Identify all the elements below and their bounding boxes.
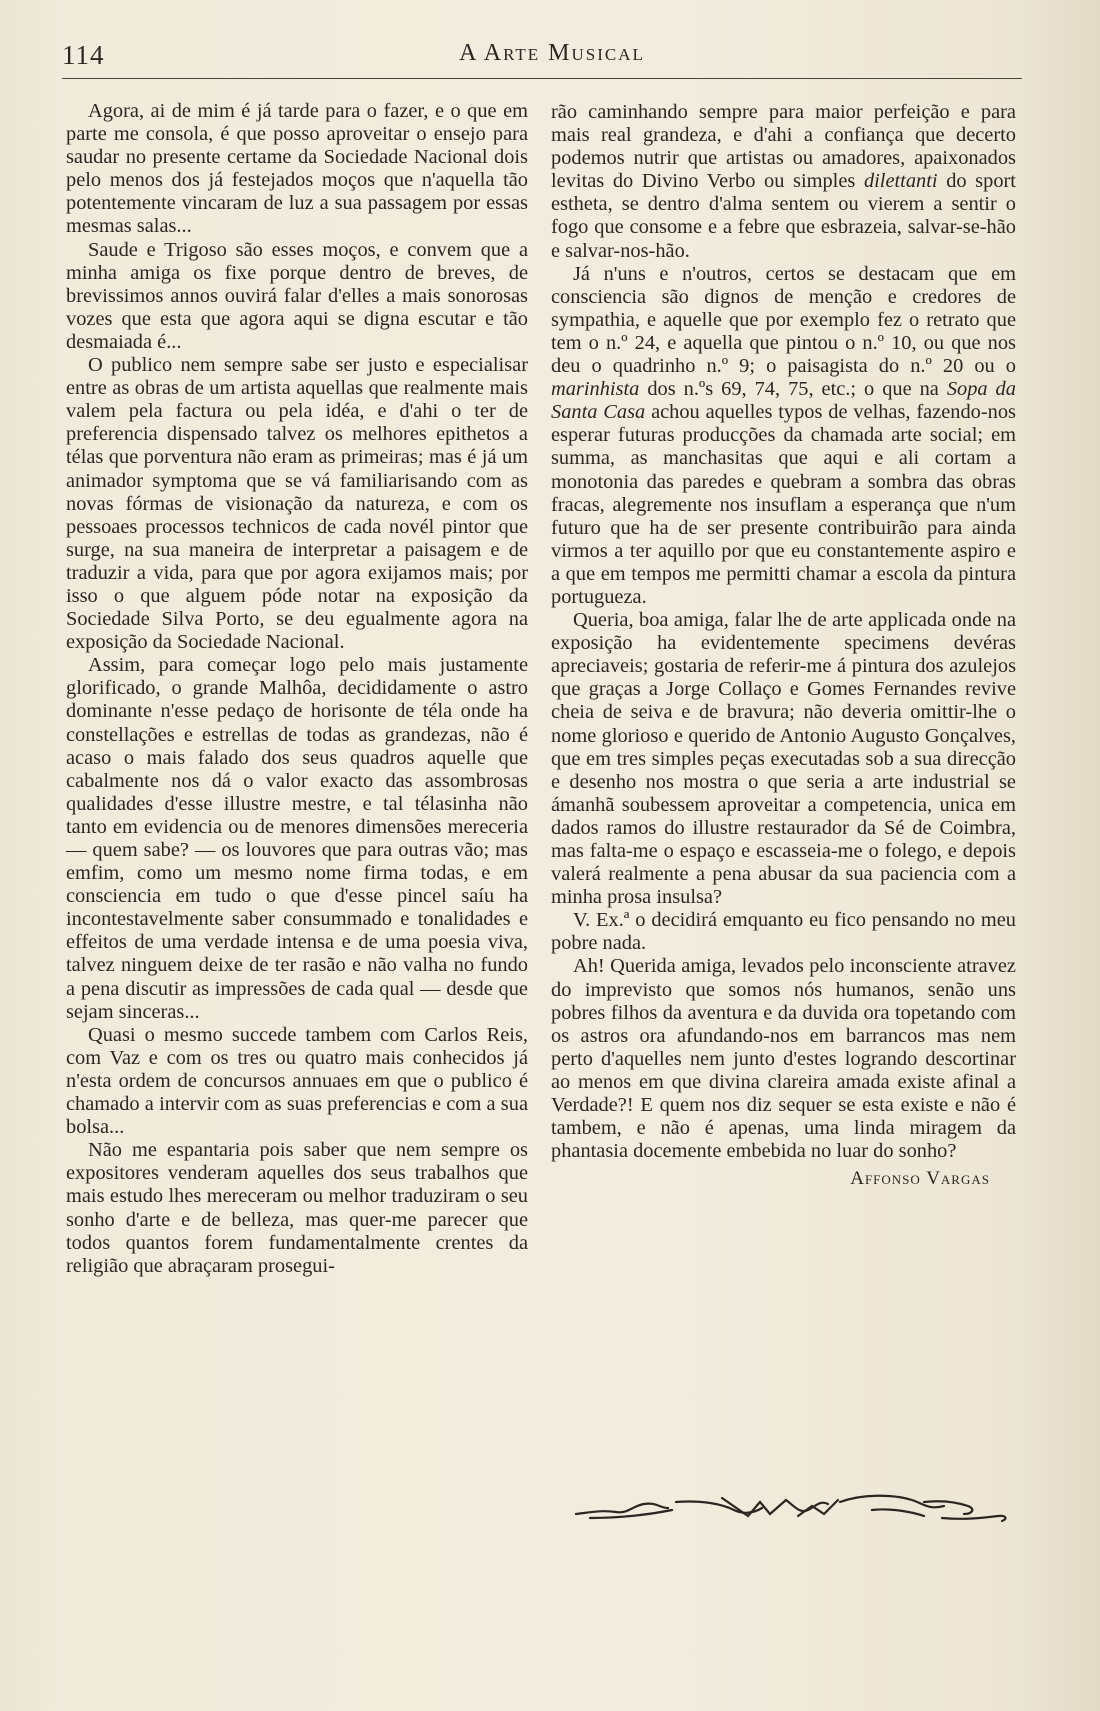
paragraph: V. Ex.ª o decidirá emquanto eu fico pensando no meu pobre nada. (551, 909, 1016, 955)
right-column (551, 101, 1016, 1190)
paragraph (551, 263, 1016, 609)
paragraph: Não me espantaria pois saber que nem sempre os expositores venderam aquelles dos seus trabalhos que mais estudo lhes mereceram ou melhor traduziram o seu sonho d'arte e de belleza, mas quer-me parecer que todos quantos forem fundamentalmente crentes da religião que abraçaram prosegui- (66, 1139, 528, 1277)
paragraph (551, 101, 1016, 263)
paragraph: Queria, boa amiga, falar lhe de arte applicada onde na exposição ha evidentemente specimens devéras apreciaveis; gostaria de referir-me á pintura dos azulejos que graças a Jorge Collaço e Gomes Fernandes revive cheia de seiva e de bravura; não deveria omittir-lhe o nome glorioso e querido de Antonio Augusto Gonçalves, que em tres simples peças executadas sob a sua direcção e desenho nos mostra o que seria a arte industrial se ámanhã soubessem aproveitar a competencia, unica em dados ramos do illustre restaurador da Sé de Coimbra, mas falta-me o espaço e escasseia-me o folego, e depois valerá realmente a pena abusar da sua paciencia com a minha prosa insulsa? (551, 609, 1016, 909)
italic-term: dilettanti (863, 170, 938, 193)
text-run: dos n.ºs 69, 74, 75, etc.; o que na (647, 378, 939, 401)
italic-term: Sopa da Santa Casa (551, 378, 1016, 424)
text-run: rão caminhando sempre para maior perfeição e para mais real grandeza, e d'ahi a confiança que decerto podemos nutrir que artistas ou amadores, apaixonados levitas do Divino Verbo ou simples (551, 101, 1016, 193)
paragraph: Quasi o mesmo succede tambem com Carlos Reis, com Vaz e com os tres ou quatro mais conhecidos já n'esta ordem de concursos annuaes em que o publico é chamado a intervir com as suas preferencias e com a sua bolsa... (66, 1023, 528, 1139)
paragraph: Agora, ai de mim é já tarde para o fazer, e o que em parte me consola, é que posso aproveitar o ensejo para saudar no presente certame da Sociedade Nacional dois pelo menos dos já festejados moços que n'aquella tão potentemente vincaram de luz a sua passagem por essas mesmas salas... (66, 100, 528, 238)
text-run: Já n'uns e n'outros, certos se destacam que em consciencia são dignos de menção e credores de sympathia, e aquelle que por exemplo fez o retrato que tem o n.º 24, e aquella que pintou o n.º 10, ou que nos deu o quadrinho n.º 9; o paisagista do n.º 20 ou o (551, 262, 1016, 378)
decorative-flourish-icon (572, 1488, 1012, 1528)
paragraph: O publico nem sempre sabe ser justo e especialisar entre as obras de um artista aquellas que realmente mais valem pela factura ou pela idéa, e d'ahi o ter de preferencia dispensado talvez os melhores epithetos a télas que porventura não eram as primeiras; mas é já um animador symptoma que se vá familiarisando com as novas fórmas de visionação da natureza, e com os pessoaes processos technicos de cada novél pintor que surge, na sua maneira de interpretar a paisagem e de traduzir a vida, para que por agora exijamos mais; por isso o que alguem póde notar na exposição da Sociedade Silva Porto, se deu egualmente agora na exposição da Sociedade Nacional. (66, 354, 528, 654)
italic-term: marinhista (551, 378, 640, 401)
author-signature: Affonso Vargas (850, 1168, 990, 1190)
paragraph: Ah! Querida amiga, levados pelo inconsciente atravez do imprevisto que somos nós humanos, senão uns pobres filhos da aventura e da duvida ora topetando com os astros ora afundando-nos em barrancos mas nem perto d'aquelles nem junto d'estes logrando descortinar ao menos em que divina clareira amada existe afinal a Verdade?! E quem nos diz sequer se esta existe e não é tambem, e não é apenas, uma linda miragem da phantasia docemente embebida no luar do sonho? (551, 955, 1016, 1163)
journal-title: A Arte Musical (459, 40, 645, 66)
text-run: do sport estheta, se dentro d'alma sentem ou vierem a sentir o fogo que consome e a febre que esbrazeia, salvar-se-hão e salvar-nos-hão. (551, 170, 1016, 262)
paragraph: Saude e Trigoso são esses moços, e convem que a minha amiga os fixe porque dentro de breves, de brevissimos annos ouvirá falar d'elles a mais sonorosas vozes que esta que agora aqui se digna escutar e tão desmaiada é... (66, 238, 528, 353)
running-head (62, 40, 1042, 76)
left-column (66, 100, 528, 1278)
header-rule (62, 78, 1022, 79)
page-number: 114 (62, 40, 105, 70)
paragraph: Assim, para começar logo pelo mais justamente glorificado, o grande Malhôa, decididamente o astro dominante n'esse pedaço de horisonte de téla onde ha constellações e estrellas de todas as grandezas, não é acaso o mais falado dos seus quadros aquelle que cabalmente nos dá o valor exacto das assombrosas qualidades d'esse illustre mestre, e tal télasinha não tanto em evidencia ou de menores dimensões mereceria — quem sabe? — os louvores que para outras vão; mas emfim, como um mesmo nome firma todas, e em consciencia em tudo o que d'esse pincel saíu ha incontestavelmente saber consummado e tonalidades e effeitos de uma verdade intensa e de uma poesia viva, talvez ninguem deixe de ter rasão e não valha no fundo a pena discutir as impressões de cada qual — desde que sejam sinceras... (66, 654, 528, 1023)
text-run: achou aquelles typos de velhas, fazendo-nos esperar futuras producções da chamada arte social; em summa, as manchasitas que aqui e ali cortam a monotonia das paredes e quebram a sombra das obras fracas, alegremente nos insuflam a esperança que n'um futuro que ha de ser presente contribuirão para ainda virmos a ter aquillo por que eu constantemente aspiro e a que em tempos me permitti chamar a escola da pintura portugueza. (551, 401, 1016, 608)
